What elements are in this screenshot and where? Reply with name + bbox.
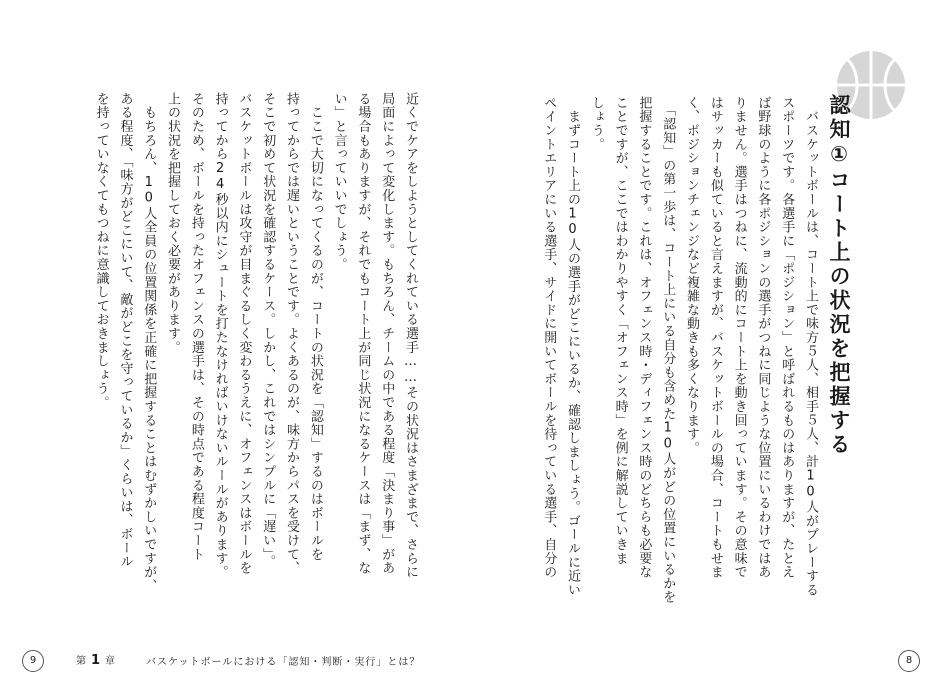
running-footer [76,652,420,668]
right-page-number: 8 [898,650,920,672]
section-heading: 認知①コート上の状況を把握する [827,94,851,457]
chapter-number: 1 [91,653,102,668]
right-body-text: バスケットボールは、コート上で味方５人、相手５人、計10人がプレーする スポーツです。各選手に「ポジション」と呼ばれるものはありますが、たとえ ば野球のように各ポジションの選手がつねに同じような位置にいるわけではあ りません。選手はつねに、流動的にコート上を動き回っています。その意味で はサッカーも似ていると言えますが、バスケットボールの場合、コートもせま く、ポジションチェンジなど複雑な動きも多くなります。 「認知」の第一歩は、コート上にいる自分も含めた10人がどの位置にいるかを 把握することです。これは、オフェンス時・ディフェンス時のどちらも必要な ことですが、ここではわかりやすく「オフェンス時」を例に解説していきま しょう。 まずコート上の10人の選手がどこにいるか、確認しましょう。ゴールに近い ペイントエリアにいる選手、サイドに開いてボールを待っている選手、自分の [541,96,818,605]
chapter-title: バスケットボールにおける「認知・判断・実行」とは？ [146,656,421,668]
chapter-label [76,652,116,668]
chapter-prefix: 第 [76,656,87,667]
left-page-number: 9 [22,650,44,672]
chapter-suffix: 章 [105,656,117,667]
left-body-text: 近くでケアをしようとしてくれている選手……その状況はさまざまで、さらに 局面によって変化します。もちろん、チームの中である程度「決まり事」があ る場合もありますが、それでもコート上が同じ状況になるケースは「まず、な い」と言っていいでしょう。 ここで大切になってくるのが、コートの状況を「認知」するのはボールを 持ってからでは遅いということです。よくあるのが、味方からパスを受けて、 そこで初めて状況を確認するケース。しかし、これではシンプルに「遅い」。 バスケットボールは攻守が目まぐるしく変わるうえに、オフェンスはボールを 持ってから24秒以内にシュートを打たなければいけないルールがあります。 そのため、ボールを持ったオフェンスの選手は、その時点である程度コート 上の状況を把握しておく必要があります。 もちろん、10人全員の位置関係を正確に把握することはむずかしいですが、 ある程度、「味方がどこにいて、敵がどこを守っているか」くらいは、ボール を持っていなくてもつねに意識しておきましょう。 [93,92,418,593]
right-page [470,0,940,692]
